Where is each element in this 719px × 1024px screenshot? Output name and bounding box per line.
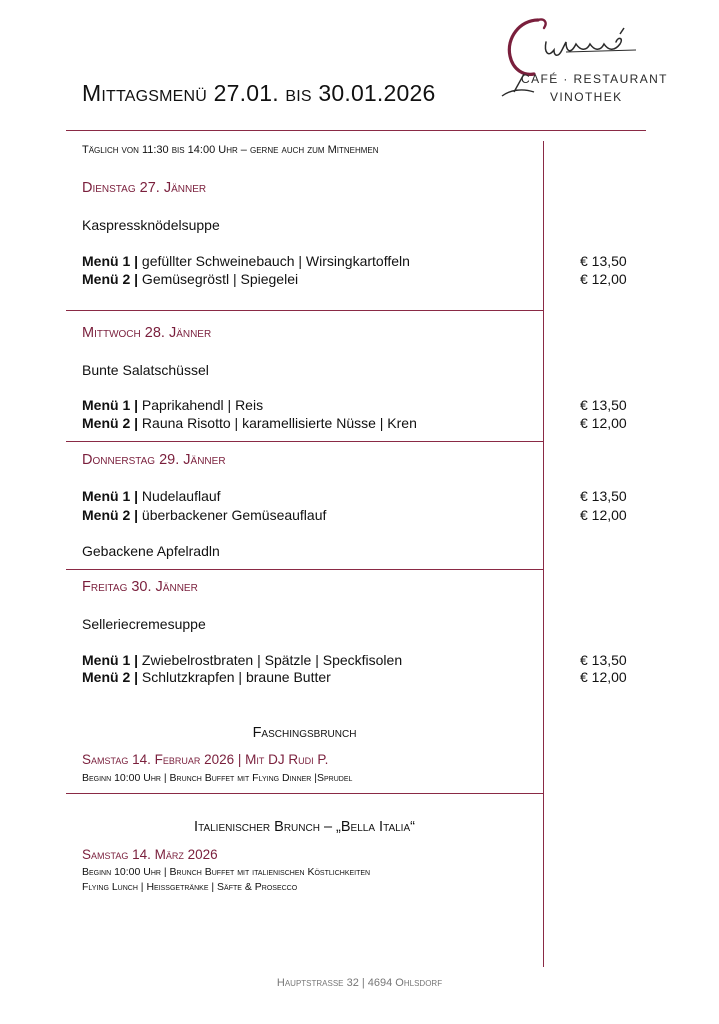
menu-price: € 13,50 — [580, 397, 627, 413]
day-divider — [66, 569, 543, 570]
event-date: Samstag 14. Februar 2026 | Mit DJ Rudi P. — [82, 752, 329, 767]
menu-label: Menü 2 | — [82, 669, 139, 685]
event-heading-fasching: Faschingsbrunch — [252, 725, 357, 741]
day-divider — [66, 441, 543, 442]
soup-tuesday: Kaspressknödelsuppe — [82, 217, 220, 233]
menu-price: € 13,50 — [580, 488, 627, 504]
menu-item — [82, 397, 263, 413]
event-details: Beginn 10:00 Uhr | Brunch Buffet mit Flying Dinner |Sprudel — [82, 772, 353, 784]
logo-line-1: CAFÉ · RESTAURANT — [521, 72, 668, 86]
menu-label: Menü 1 | — [82, 397, 139, 413]
logo-line-2: VINOTHEK — [550, 90, 623, 104]
menu-price: € 12,00 — [580, 271, 627, 287]
menu-label: Menü 1 | — [82, 652, 139, 668]
menu-price: € 12,00 — [580, 669, 627, 685]
event-details: Beginn 10:00 Uhr | Brunch Buffet mit italienischen Köstlichkeiten — [82, 866, 371, 878]
menu-item — [82, 669, 331, 685]
menu-item — [82, 488, 221, 504]
event-divider — [66, 793, 543, 794]
menu-item — [82, 271, 298, 287]
menu-price: € 12,00 — [580, 507, 627, 523]
menu-label: Menü 2 | — [82, 415, 139, 431]
soup-friday: Selleriecremesuppe — [82, 616, 206, 632]
menu-item — [82, 652, 402, 668]
menu-label: Menü 2 | — [82, 271, 139, 287]
footer-address: Hauptstraße 32 | 4694 Ohlsdorf — [276, 977, 443, 989]
day-heading-friday: Freitag 30. Jänner — [82, 579, 198, 595]
day-divider — [66, 310, 543, 311]
day-heading-thursday: Donnerstag 29. Jänner — [82, 452, 226, 468]
menu-label: Menü 2 | — [82, 507, 139, 523]
dessert-thursday: Gebackene Apfelradln — [82, 543, 220, 559]
opening-hours: Täglich von 11:30 bis 14:00 Uhr – gerne auch zum Mitnehmen — [82, 144, 379, 156]
menu-price: € 13,50 — [580, 652, 627, 668]
menu-dish: Schlutzkrapfen | braune Butter — [138, 669, 331, 685]
menu-dish: Rauna Risotto | karamellisierte Nüsse | Kren — [138, 415, 417, 431]
starter-wednesday: Bunte Salatschüssel — [82, 362, 209, 378]
menu-item — [82, 253, 410, 269]
day-heading-tuesday: Dienstag 27. Jänner — [82, 180, 207, 196]
menu-dish: Gemüsegröstl | Spiegelei — [138, 271, 299, 287]
page-title: Mittagsmenü 27.01. bis 30.01.2026 — [82, 80, 436, 106]
menu-dish: Paprikahendl | Reis — [138, 397, 264, 413]
menu-price: € 13,50 — [580, 253, 627, 269]
menu-label: Menü 1 | — [82, 488, 139, 504]
price-column-divider — [543, 141, 544, 967]
menu-dish: überbackener Gemüseauflauf — [138, 507, 327, 523]
event-heading-italia: Italienischer Brunch – „Bella Italia“ — [194, 819, 415, 835]
menu-item — [82, 415, 417, 431]
menu-label: Menü 1 | — [82, 253, 139, 269]
menu-dish: Nudelauflauf — [138, 488, 221, 504]
menu-price: € 12,00 — [580, 415, 627, 431]
menu-item — [82, 507, 326, 523]
event-date: Samstag 14. März 2026 — [82, 847, 218, 862]
day-heading-wednesday: Mittwoch 28. Jänner — [82, 325, 212, 341]
menu-dish: Zwiebelrostbraten | Spätzle | Speckfisolen — [138, 652, 403, 668]
event-details: Flying Lunch | Heißgetränke | Säfte & Prosecco — [82, 881, 298, 893]
menu-dish: gefüllter Schweinebauch | Wirsingkartoffeln — [138, 253, 410, 269]
header-divider — [66, 130, 646, 131]
